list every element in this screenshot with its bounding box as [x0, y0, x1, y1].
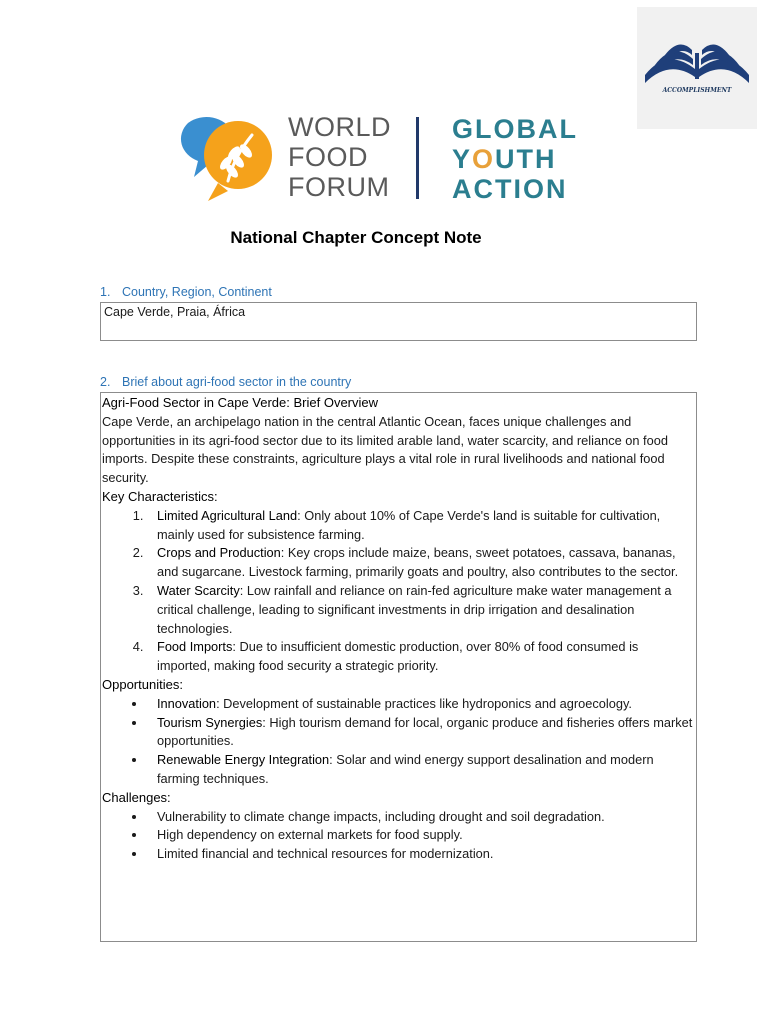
- section-1-answer: Cape Verde, Praia, África: [104, 305, 246, 319]
- challenges-list: [102, 808, 695, 864]
- list-item-text: : High tourism demand for local, organic produce and fisheries offers market opportunities.: [157, 714, 693, 749]
- list-item: • Vulnerability to climate change impacts, including drought and soil degradation.: [147, 808, 695, 827]
- list-item-term: Limited Agricultural Land: [157, 507, 298, 523]
- section-1-heading: [100, 285, 272, 299]
- section-1-title: Country, Region, Continent: [122, 285, 272, 299]
- list-item: [147, 638, 695, 676]
- speech-bubbles-wheat-icon: [176, 101, 288, 208]
- list-item-term: Food Imports: [157, 639, 233, 655]
- list-item-term: Crops and Production: [157, 545, 281, 561]
- list-item-text: : Key crops include maize, beans, sweet potatoes, cassava, bananas, and sugarcane. Livestock farming, primarily goats and poultry, also contributes to the sector.: [157, 545, 679, 580]
- list-item: [147, 544, 695, 582]
- section-2-number: 2.: [100, 375, 111, 389]
- section-2-title: Brief about agri-food sector in the country: [122, 375, 352, 389]
- list-item-term: Innovation: [157, 695, 217, 711]
- gya-line-1: GLOBAL: [452, 114, 578, 144]
- section-2-answer-box[interactable]: [100, 392, 697, 942]
- list-item-text: : Low rainfall and reliance on rain-fed agriculture make water management a critical challenge, leading to significant investments in drip irrigation and desalination technologies.: [157, 582, 672, 636]
- list-item-text: : Only about 10% of Cape Verde's land is suitable for cultivation, mainly used for subsistence farming.: [157, 507, 661, 542]
- wff-line-2: FOOD: [288, 142, 368, 172]
- opportunities-heading: Opportunities:: [102, 676, 183, 692]
- wff-line-1: WORLD: [288, 112, 391, 142]
- list-item-term: Tourism Synergies: [157, 714, 263, 730]
- corner-logo-caption: ACCOMPLISHMENT: [662, 87, 732, 94]
- list-item: [147, 714, 695, 752]
- gya-line-2: YOUTH: [452, 144, 557, 174]
- list-item: [147, 582, 695, 638]
- overview-intro: Cape Verde, an archipelago nation in the central Atlantic Ocean, faces unique challenges and opportunities in its agri-food sector due to its limited arable land, water scarcity, and reliance on food imports. Despite these constraints, agriculture plays a vital role in rural livelihoods and national food security.: [102, 413, 668, 486]
- corner-logo: [637, 7, 757, 129]
- list-item-text: : Solar and wind energy support desalination and modern farming techniques.: [157, 752, 654, 786]
- list-item: [147, 695, 695, 714]
- open-book-icon: [637, 7, 757, 97]
- key-characteristics-heading: Key Characteristics:: [102, 488, 218, 504]
- section-1-number: 1.: [100, 285, 111, 299]
- sdg-wheel-letter: O: [472, 144, 496, 174]
- section-2-heading: [100, 375, 351, 389]
- overview-subheading: Agri-Food Sector in Cape Verde: Brief Overview: [102, 395, 379, 410]
- challenges-heading: Challenges:: [102, 789, 171, 805]
- list-item-term: Water Scarcity: [157, 582, 240, 598]
- list-item: • Limited financial and technical resources for modernization.: [147, 845, 695, 864]
- gya-line-3: ACTION: [452, 174, 568, 204]
- list-item: [147, 751, 695, 789]
- list-item: [147, 507, 695, 545]
- world-food-forum-banner: [176, 101, 584, 208]
- list-item-text: : Development of sustainable practices like hydroponics and agroecology.: [216, 695, 632, 711]
- section-1-answer-box[interactable]: [100, 302, 697, 341]
- list-item-text: : Due to insufficient domestic production, over 80% of food consumed is imported, making food security a strategic priority.: [157, 639, 639, 674]
- wff-line-3: FORUM: [288, 172, 390, 202]
- list-item-term: Renewable Energy Integration: [157, 752, 330, 768]
- banner-divider: [416, 117, 419, 199]
- list-item: • High dependency on external markets for food supply.: [147, 826, 695, 845]
- key-characteristics-list: [102, 507, 695, 676]
- opportunities-list: [102, 695, 695, 789]
- document-title: National Chapter Concept Note: [230, 228, 482, 247]
